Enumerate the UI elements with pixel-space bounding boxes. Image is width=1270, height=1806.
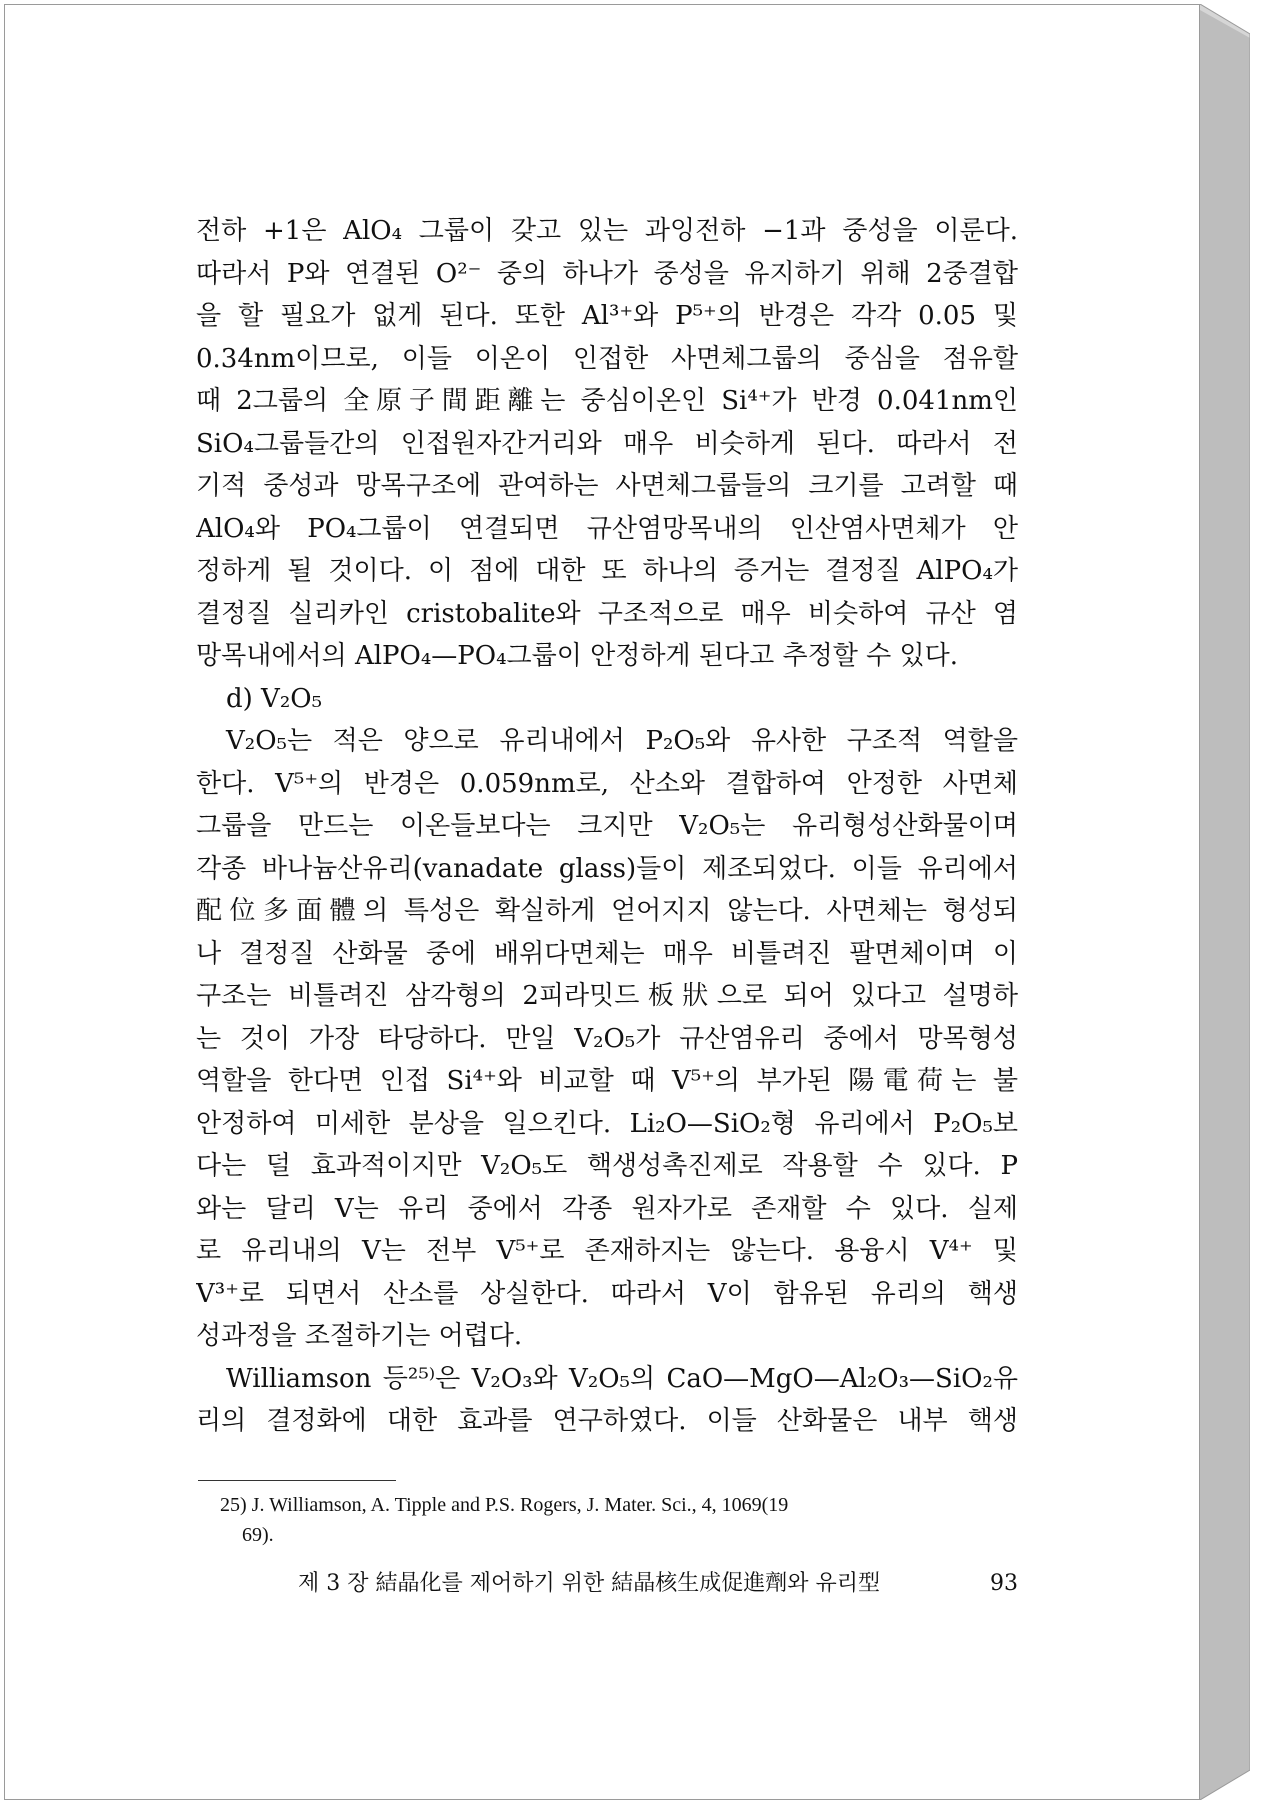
body-line: 구조는 비틀려진 삼각형의 2피라밋드板狀으로 되어 있다고 설명하	[196, 981, 1018, 1011]
page-stack-edge	[1200, 4, 1250, 1800]
body-line: 配位多面體의 특성은 확실하게 얻어지지 않는다. 사면체는 형성되	[196, 896, 1018, 926]
body-line: V³⁺로 되면서 산소를 상실한다. 따라서 V이 함유된 유리의 핵생	[196, 1278, 1018, 1309]
body-line: 정하게 될 것이다. 이 점에 대한 또 하나의 증거는 결정질 AlPO₄가	[196, 556, 1018, 586]
body-line: SiO₄그룹들간의 인접원자간거리와 매우 비슷하게 된다. 따라서 전	[196, 428, 1018, 459]
footnote-divider	[198, 1480, 396, 1481]
body-line: 리의 결정화에 대한 효과를 연구하였다. 이들 산화물은 내부 핵생	[196, 1406, 1018, 1436]
footnote-line: 25) J. Williamson, A. Tipple and P.S. Rogers, J. Mater. Sci., 4, 1069(19	[220, 1494, 789, 1516]
footnote	[220, 1490, 1010, 1550]
body-line: 안정하여 미세한 분상을 일으킨다. Li₂O—SiO₂형 유리에서 P₂O₅보	[196, 1108, 1018, 1139]
body-line: 때 2그룹의 全原子間距離는 중심이온인 Si⁴⁺가 반경 0.041nm인	[196, 386, 1018, 416]
body-line: 을 할 필요가 없게 된다. 또한 Al³⁺와 P⁵⁺의 반경은 각각 0.05 및	[196, 301, 1018, 331]
body-line: 성과정을 조절하기는 어렵다.	[196, 1321, 523, 1351]
body-line: 그룹을 만드는 이온들보다는 크지만 V₂O₅는 유리형성산화물이며	[196, 811, 1018, 841]
body-line: V₂O₅는 적은 양으로 유리내에서 P₂O₅와 유사한 구조적 역할을	[226, 726, 1018, 756]
footnote-line: 69).	[242, 1524, 274, 1546]
body-line: 따라서 P와 연결된 O²⁻ 중의 하나가 중성을 유지하기 위해 2중결합	[196, 258, 1018, 289]
chapter-title: 제 3 장 結晶化를 제어하기 위한 結晶核生成促進劑와 유리型	[298, 1571, 880, 1596]
body-line: 한다. V⁵⁺의 반경은 0.059nm로, 산소와 결합하여 안정한 사면체	[196, 768, 1018, 799]
body-line: AlO₄와 PO₄그룹이 연결되면 규산염망목내의 인산염사면체가 안	[196, 513, 1018, 544]
body-line: 0.34nm이므로, 이들 이온이 인접한 사면체그룹의 중심을 점유할	[196, 343, 1018, 374]
body-text	[196, 210, 1018, 1443]
body-line: 전하 +1은 AlO₄ 그룹이 갖고 있는 과잉전하 −1과 중성을 이룬다.	[196, 216, 1018, 246]
body-line: 역할을 한다면 인접 Si⁴⁺와 비교할 때 V⁵⁺의 부가된 陽電荷는 불	[196, 1066, 1018, 1096]
running-footer	[298, 1568, 1018, 1600]
body-line: 로 유리내의 V는 전부 V⁵⁺로 존재하지는 않는다. 용융시 V⁴⁺ 및	[196, 1236, 1018, 1266]
body-line: 나 결정질 산화물 중에 배위다면체는 매우 비틀려진 팔면체이며 이	[196, 938, 1018, 969]
body-line: Williamson 등²⁵⁾은 V₂O₃와 V₂O₅의 CaO—MgO—Al₂O₃—SiO₂유	[226, 1363, 1018, 1394]
section-heading: d) V₂O₅	[226, 683, 322, 714]
body-line: 는 것이 가장 타당하다. 만일 V₂O₅가 규산염유리 중에서 망목형성	[196, 1023, 1018, 1054]
body-line: 다는 덜 효과적이지만 V₂O₅도 핵생성촉진제로 작용할 수 있다. P	[196, 1151, 1018, 1181]
body-line: 결정질 실리카인 cristobalite와 구조적으로 매우 비슷하여 규산 염	[196, 598, 1018, 629]
body-line: 와는 달리 V는 유리 중에서 각종 원자가로 존재할 수 있다. 실제	[196, 1193, 1018, 1224]
body-line: 각종 바나늄산유리(vanadate glass)들이 제조되었다. 이들 유리에서	[196, 853, 1018, 884]
body-line: 기적 중성과 망목구조에 관여하는 사면체그룹들의 크기를 고려할 때	[196, 471, 1018, 501]
body-line: 망목내에서의 AlPO₄—PO₄그룹이 안정하게 된다고 추정할 수 있다.	[196, 641, 958, 671]
page-number: 93	[990, 1571, 1018, 1596]
